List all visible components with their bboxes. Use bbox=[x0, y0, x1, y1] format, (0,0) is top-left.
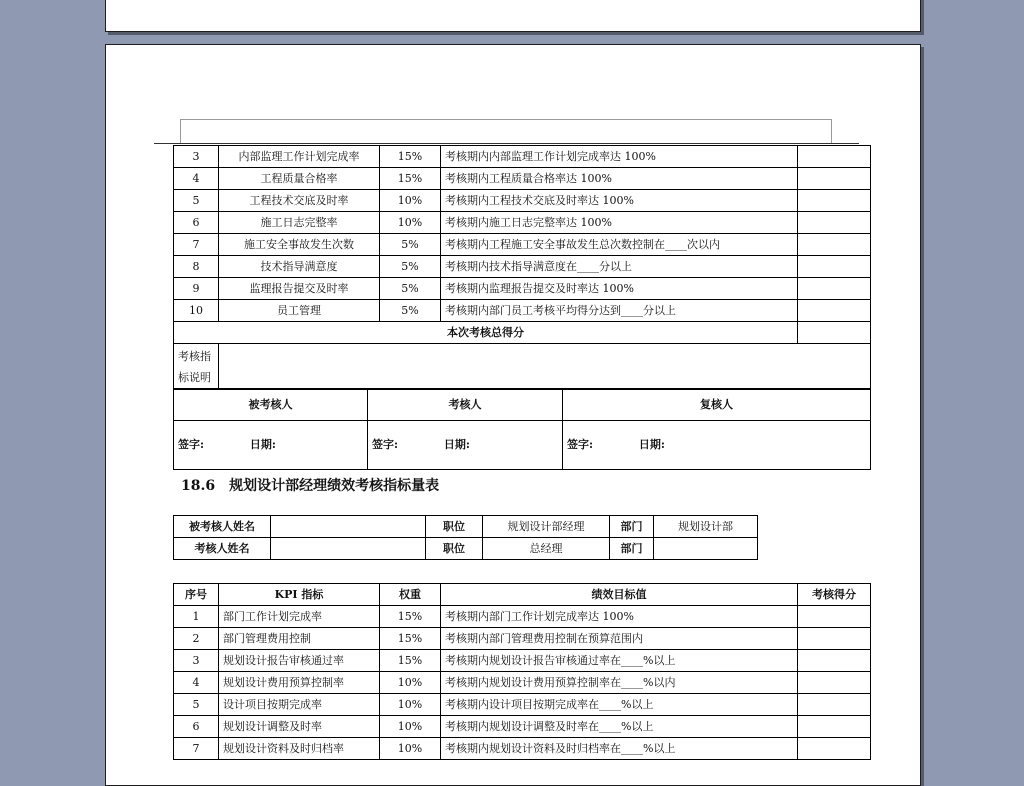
row-score bbox=[798, 672, 871, 694]
kpi-table bbox=[173, 583, 871, 760]
row-kpi: 工程质量合格率 bbox=[219, 168, 380, 190]
row-target: 考核期内规划设计报告审核通过率在____%以上 bbox=[441, 650, 798, 672]
dept-label: 部门 bbox=[610, 538, 654, 560]
row-number: 3 bbox=[174, 650, 219, 672]
table-row bbox=[174, 650, 871, 672]
row-target: 考核期内施工日志完整率达 100% bbox=[441, 212, 798, 234]
row-number: 9 bbox=[174, 278, 219, 300]
signoff-header-reviewer: 复核人 bbox=[563, 390, 871, 421]
total-score bbox=[798, 322, 871, 344]
row-score bbox=[798, 190, 871, 212]
row-number: 2 bbox=[174, 628, 219, 650]
assessor-name-value bbox=[271, 538, 426, 560]
row-weight: 15% bbox=[380, 650, 441, 672]
row-number: 4 bbox=[174, 168, 219, 190]
row-score bbox=[798, 300, 871, 322]
row-score bbox=[798, 146, 871, 168]
total-label: 本次考核总得分 bbox=[174, 322, 798, 344]
page-header-box bbox=[180, 119, 832, 143]
row-kpi: 技术指导满意度 bbox=[219, 256, 380, 278]
table-row bbox=[174, 606, 871, 628]
row-number: 3 bbox=[174, 146, 219, 168]
signoff-cell-reviewer bbox=[563, 421, 871, 470]
row-score bbox=[798, 716, 871, 738]
assessor-dept-value bbox=[654, 538, 758, 560]
assessee-position-value: 规划设计部经理 bbox=[483, 516, 610, 538]
row-weight: 10% bbox=[380, 190, 441, 212]
row-kpi: 员工管理 bbox=[219, 300, 380, 322]
date-label: 日期: bbox=[249, 438, 276, 451]
kpi-header-kpi: KPI 指标 bbox=[219, 584, 380, 606]
signoff-cell-assessee bbox=[174, 421, 368, 470]
row-number: 5 bbox=[174, 694, 219, 716]
row-number: 6 bbox=[174, 212, 219, 234]
table-row bbox=[174, 212, 871, 234]
kpi-table-continued bbox=[173, 145, 871, 389]
row-kpi: 规划设计调整及时率 bbox=[219, 716, 380, 738]
row-kpi: 内部监理工作计划完成率 bbox=[219, 146, 380, 168]
row-weight: 15% bbox=[380, 168, 441, 190]
row-target: 考核期内设计项目按期完成率在____%以上 bbox=[441, 694, 798, 716]
table-row bbox=[174, 694, 871, 716]
page-header-rule bbox=[154, 143, 859, 144]
row-score bbox=[798, 278, 871, 300]
table-row bbox=[174, 716, 871, 738]
row-target: 考核期内工程质量合格率达 100% bbox=[441, 168, 798, 190]
row-weight: 10% bbox=[380, 738, 441, 760]
row-weight: 10% bbox=[380, 716, 441, 738]
position-label: 职位 bbox=[426, 516, 483, 538]
signoff-cell-assessor bbox=[368, 421, 563, 470]
row-kpi: 规划设计报告审核通过率 bbox=[219, 650, 380, 672]
table-row bbox=[174, 672, 871, 694]
row-weight: 15% bbox=[380, 628, 441, 650]
row-number: 6 bbox=[174, 716, 219, 738]
total-row bbox=[174, 322, 871, 344]
kpi-header-weight: 权重 bbox=[380, 584, 441, 606]
row-weight: 5% bbox=[380, 256, 441, 278]
row-number: 4 bbox=[174, 672, 219, 694]
row-weight: 5% bbox=[380, 234, 441, 256]
document-page bbox=[105, 44, 921, 786]
assessor-name-label: 考核人姓名 bbox=[174, 538, 271, 560]
row-score bbox=[798, 606, 871, 628]
row-target: 考核期内监理报告提交及时率达 100% bbox=[441, 278, 798, 300]
row-weight: 5% bbox=[380, 278, 441, 300]
section-title: 规划设计部经理绩效考核指标量表 bbox=[229, 478, 440, 494]
assessor-position-value: 总经理 bbox=[483, 538, 610, 560]
section-heading bbox=[181, 475, 439, 495]
row-score bbox=[798, 212, 871, 234]
signoff-table bbox=[173, 389, 871, 470]
row-score bbox=[798, 168, 871, 190]
row-score bbox=[798, 694, 871, 716]
position-label: 职位 bbox=[426, 538, 483, 560]
row-weight: 15% bbox=[380, 606, 441, 628]
row-kpi: 规划设计资料及时归档率 bbox=[219, 738, 380, 760]
dept-label: 部门 bbox=[610, 516, 654, 538]
row-score bbox=[798, 234, 871, 256]
row-score bbox=[798, 256, 871, 278]
date-label: 日期: bbox=[638, 438, 665, 451]
kpi-header-no: 序号 bbox=[174, 584, 219, 606]
table-row bbox=[174, 256, 871, 278]
row-kpi: 工程技术交底及时率 bbox=[219, 190, 380, 212]
row-number: 10 bbox=[174, 300, 219, 322]
row-target: 考核期内工程施工安全事故发生总次数控制在____次以内 bbox=[441, 234, 798, 256]
row-score bbox=[798, 628, 871, 650]
row-weight: 10% bbox=[380, 694, 441, 716]
note-label: 考核指标说明 bbox=[174, 344, 219, 389]
row-weight: 10% bbox=[380, 212, 441, 234]
kpi-header-target: 绩效目标值 bbox=[441, 584, 798, 606]
row-score bbox=[798, 650, 871, 672]
table-row bbox=[174, 146, 871, 168]
note-row bbox=[174, 344, 871, 389]
row-kpi: 设计项目按期完成率 bbox=[219, 694, 380, 716]
row-target: 考核期内规划设计费用预算控制率在____%以内 bbox=[441, 672, 798, 694]
sign-label: 签字: bbox=[372, 438, 399, 451]
row-kpi: 施工安全事故发生次数 bbox=[219, 234, 380, 256]
sign-label: 签字: bbox=[567, 438, 594, 451]
table-row bbox=[174, 738, 871, 760]
row-kpi: 施工日志完整率 bbox=[219, 212, 380, 234]
row-target: 考核期内工程技术交底及时率达 100% bbox=[441, 190, 798, 212]
row-kpi: 规划设计费用预算控制率 bbox=[219, 672, 380, 694]
sign-label: 签字: bbox=[178, 438, 205, 451]
row-weight: 5% bbox=[380, 300, 441, 322]
row-number: 5 bbox=[174, 190, 219, 212]
table-row bbox=[174, 628, 871, 650]
row-number: 7 bbox=[174, 738, 219, 760]
row-target: 考核期内部门工作计划完成率达 100% bbox=[441, 606, 798, 628]
table-row bbox=[174, 168, 871, 190]
table-row bbox=[174, 278, 871, 300]
row-target: 考核期内部门管理费用控制在预算范围内 bbox=[441, 628, 798, 650]
assessee-name-value bbox=[271, 516, 426, 538]
row-kpi: 部门工作计划完成率 bbox=[219, 606, 380, 628]
row-number: 1 bbox=[174, 606, 219, 628]
row-number: 8 bbox=[174, 256, 219, 278]
row-target: 考核期内规划设计调整及时率在____%以上 bbox=[441, 716, 798, 738]
signoff-header-assessee: 被考核人 bbox=[174, 390, 368, 421]
row-number: 7 bbox=[174, 234, 219, 256]
note-value bbox=[219, 344, 871, 389]
section-number: 18.6 bbox=[181, 478, 216, 494]
date-label: 日期: bbox=[443, 438, 470, 451]
assessee-info-table bbox=[173, 515, 758, 560]
row-target: 考核期内内部监理工作计划完成率达 100% bbox=[441, 146, 798, 168]
assessee-dept-value: 规划设计部 bbox=[654, 516, 758, 538]
assessee-name-label: 被考核人姓名 bbox=[174, 516, 271, 538]
row-target: 考核期内规划设计资料及时归档率在____%以上 bbox=[441, 738, 798, 760]
row-weight: 10% bbox=[380, 672, 441, 694]
row-kpi: 监理报告提交及时率 bbox=[219, 278, 380, 300]
previous-page bbox=[105, 0, 921, 32]
table-row bbox=[174, 300, 871, 322]
signoff-header-assessor: 考核人 bbox=[368, 390, 563, 421]
kpi-header-score: 考核得分 bbox=[798, 584, 871, 606]
row-score bbox=[798, 738, 871, 760]
row-weight: 15% bbox=[380, 146, 441, 168]
table-row bbox=[174, 234, 871, 256]
table-row bbox=[174, 190, 871, 212]
row-target: 考核期内技术指导满意度在____分以上 bbox=[441, 256, 798, 278]
row-target: 考核期内部门员工考核平均得分达到____分以上 bbox=[441, 300, 798, 322]
row-kpi: 部门管理费用控制 bbox=[219, 628, 380, 650]
